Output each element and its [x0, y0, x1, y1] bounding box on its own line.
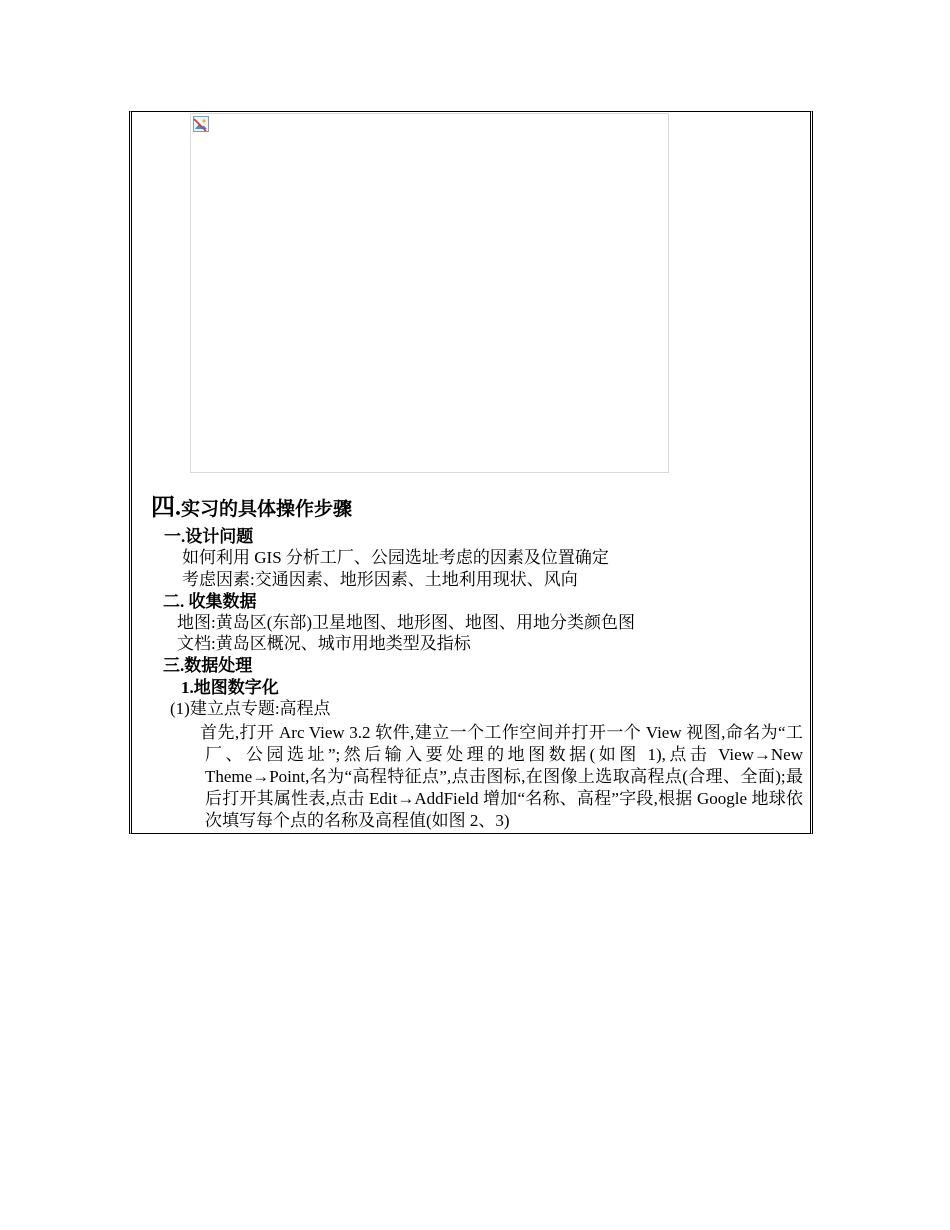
subsection-heading-processing: 三.数据处理	[163, 656, 253, 675]
subsection-heading-design: 一.设计问题	[164, 527, 254, 546]
section-number: 四.	[151, 495, 181, 521]
text-line: 如何利用 GIS 分析工厂、公园选址考虑的因素及位置确定	[182, 548, 609, 567]
procedure-paragraph: 首先,打开 Arc View 3.2 软件,建立一个工作空间并打开一个 View 视图,命名为“工厂、公园选址”;然后输入要处理的地图数据(如图 1),点击 View→New Theme→Point,名为“高程特征点”,点击图标,在图像上选取高程点(合理、全面);最后打开其属性表,点击 Edit→AddField 增加“名称、高程”字段,根据 Google 地球依次填写每个点的名称及高程值(如图 2、3)	[200, 723, 803, 830]
image-placeholder	[190, 113, 669, 473]
text-line: 考虑因素:交通因素、地形因素、土地利用现状、风向	[182, 570, 578, 589]
item-heading-digitize: 1.地图数字化	[181, 678, 279, 697]
text-line: 文档:黄岛区概况、城市用地类型及指标	[177, 634, 471, 653]
text-line: 地图:黄岛区(东部)卫星地图、地形图、地图、用地分类颜色图	[177, 613, 636, 632]
section-heading	[151, 494, 352, 525]
item-subheading-points: (1)建立点专题:高程点	[170, 699, 331, 718]
subsection-heading-data: 二. 收集数据	[163, 592, 257, 611]
section-title: 实习的具体操作步骤	[181, 499, 353, 520]
broken-image-icon	[193, 116, 209, 132]
